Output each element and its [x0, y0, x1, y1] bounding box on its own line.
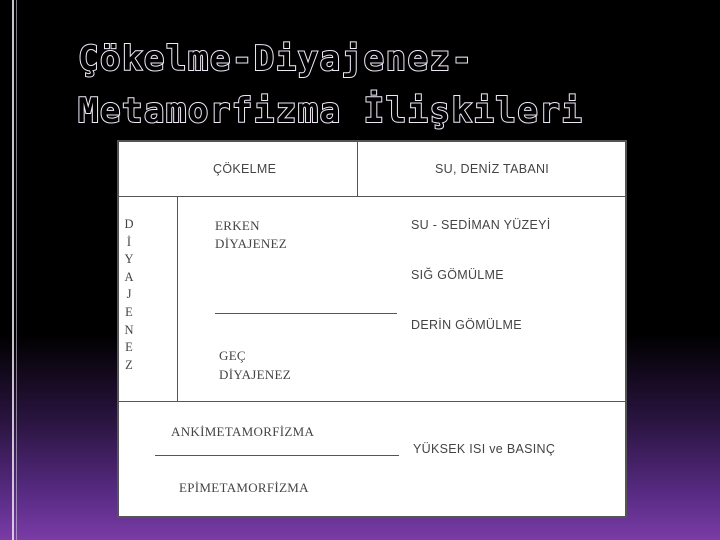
slide-title-line-1: Çökelme-Diyajenez-	[78, 39, 474, 79]
left-border-line	[12, 0, 14, 540]
table-border-top	[117, 140, 627, 142]
water-sediment-surface: SU - SEDİMAN YÜZEYİ	[411, 218, 551, 232]
column-divider	[357, 140, 358, 197]
early-late-divider	[215, 313, 397, 314]
scanned-table-image	[117, 140, 627, 518]
header-sedimentation: ÇÖKELME	[213, 162, 277, 176]
late-diagenesis-line2: DİYAJENEZ	[219, 367, 292, 382]
early-diagenesis-line2: DİYAJENEZ	[215, 236, 288, 251]
epimetamorphism: EPİMETAMORFİZMA	[179, 480, 309, 495]
shallow-burial: SIĞ GÖMÜLME	[411, 268, 504, 282]
diagenesis-bottom-divider	[117, 401, 627, 402]
early-diagenesis-line1: ERKEN	[215, 218, 260, 233]
anki-epi-divider	[155, 455, 399, 456]
left-border-line-inner	[16, 0, 17, 540]
label-column-divider	[177, 196, 178, 402]
header-divider	[117, 196, 627, 197]
header-seafloor: SU, DENİZ TABANI	[435, 162, 550, 176]
high-temp-pressure: YÜKSEK ISI ve BASINÇ	[413, 442, 556, 456]
vertical-label-diyajenez: D İ Y A J E N E Z	[124, 217, 134, 372]
slide-title-line-2: Metamorfizma İlişkileri	[78, 91, 584, 131]
deep-burial: DERİN GÖMÜLME	[411, 318, 522, 332]
anchimetamorphism: ANKİMETAMORFİZMA	[171, 424, 315, 439]
late-diagenesis-line1: GEÇ	[219, 348, 246, 363]
table-border-bottom	[117, 516, 627, 518]
